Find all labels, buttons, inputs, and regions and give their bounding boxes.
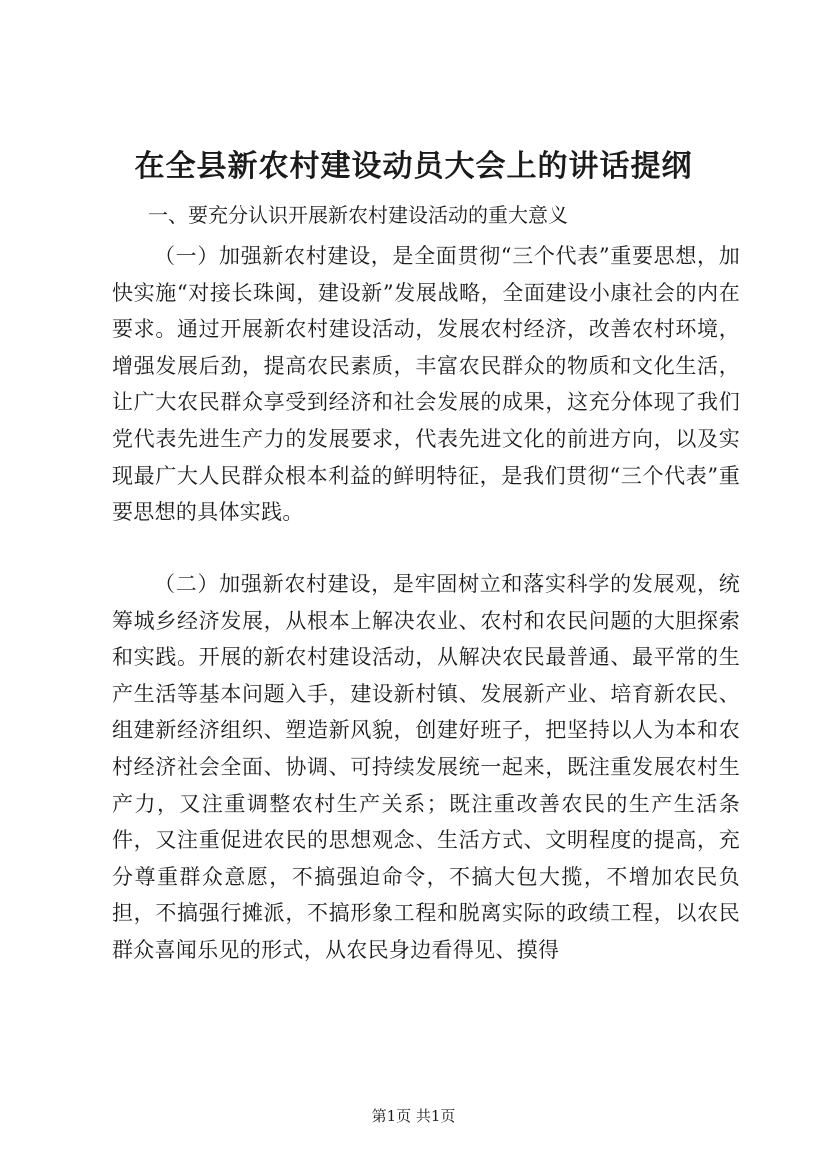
document-title: 在全县新农村建设动员大会上的讲话提纲 bbox=[134, 149, 693, 184]
page-footer: 第1页 共1页 bbox=[371, 1107, 456, 1125]
paragraph-2: （二）加强新农村建设，是牢固树立和落实科学的发展观，统筹城乡经济发展，从根本上解决农业、农村和农民问题的大胆探索和实践。开展的新农村建设活动，从解决农民最普通、最平常的生产生活等基本问题入手，建设新村镇、发展新产业、培育新农民、组建新经济组织、塑造新风貌，创建好班子，把坚持以人为本和农村经济社会全面、协调、可持续发展统一起来，既注重发展农村生产力，又注重调整农村生产关系；既注重改善农民的生产生活条件，又注重促进农民的思想观念、生活方式、文明程度的提高，充分尊重群众意愿，不搞强迫命令，不搞大包大揽，不增加农民负担，不搞强行摊派，不搞形象工程和脱离实际的政绩工程，以农民群众喜闻乐见的形式，从农民身边看得见、摸得 bbox=[112, 572, 740, 962]
section-heading: 一、要充分认识开展新农村建设活动的重大意义 bbox=[148, 203, 568, 227]
paragraph-1: （一）加强新农村建设，是全面贯彻“三个代表”重要思想，加快实施“对接长珠闽，建设新”发展战略，全面建设小康社会的内在要求。通过开展新农村建设活动，发展农村经济，改善农村环境，增强发展后劲，提高农民素质，丰富农民群众的物质和文化生活，让广大农民群众享受到经济和社会发展的成果，这充分体现了我们党代表先进生产力的发展要求，代表先进文化的前进方向，以及实现最广大人民群众根本利益的鲜明特征，是我们贯彻“三个代表”重要思想的具体实践。 bbox=[112, 244, 740, 525]
